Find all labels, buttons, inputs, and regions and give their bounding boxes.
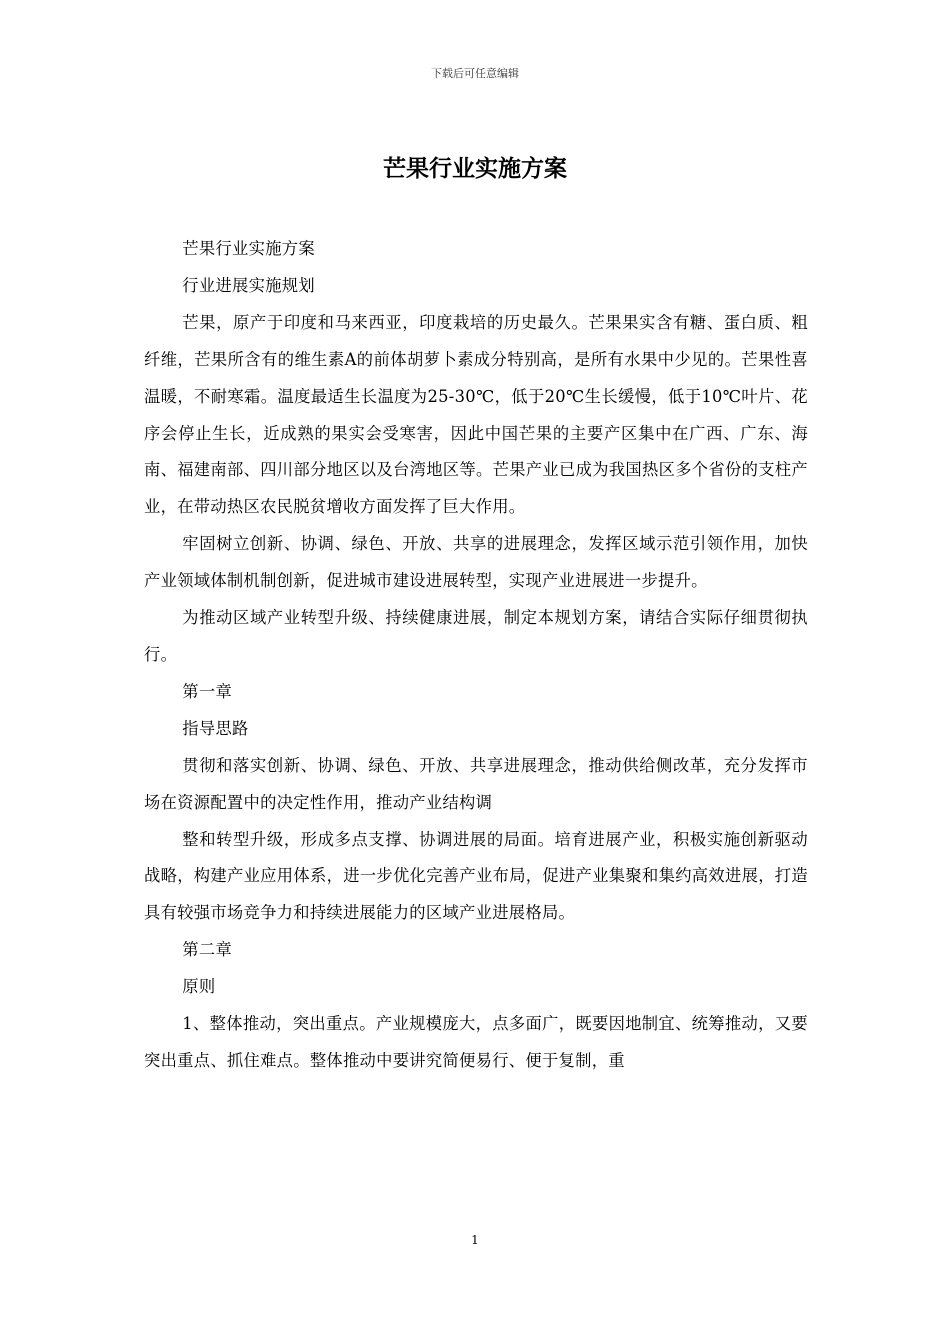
section-heading: 指导思路 [182, 718, 249, 738]
document-body [144, 231, 808, 1080]
paragraph: 为推动区域产业转型升级、持续健康进展，制定本规划方案，请结合实际仔细贯彻执行。 [144, 608, 808, 664]
paragraph: 牢固树立创新、协调、绿色、开放、共享的进展理念，发挥区域示范引领作用，加快产业领域体制机制创新，促进城市建设进展转型，实现产业进展进一步提升。 [144, 534, 808, 591]
paragraph: 1、整体推动，突出重点。产业规模庞大，点多面广，既要因地制宜、统筹推动，又要突出重点、抓住难点。整体推动中要讲究简便易行、便于复制，重 [144, 1014, 808, 1070]
paragraph: 行业进展实施规划 [182, 275, 315, 295]
page-number: 1 [471, 1233, 479, 1247]
page-header-note: 下载后可任意编辑 [431, 67, 519, 80]
paragraph: 芒果行业实施方案 [182, 239, 315, 258]
paragraph: 整和转型升级，形成多点支撑、协调进展的局面。培育进展产业，积极实施创新驱动战略，构建产业应用体系，进一步优化完善产业布局，促进产业集聚和集约高效进展，打造具有较强市场竞争力和持续进展能力的区域产业进展格局。 [144, 829, 808, 923]
paragraph: 贯彻和落实创新、协调、绿色、开放、共享进展理念，推动供给侧改革，充分发挥市场在资源配置中的决定性作用，推动产业结构调 [144, 755, 808, 812]
document-title: 芒果行业实施方案 [383, 155, 567, 182]
paragraph: 芒果，原产于印度和马来西亚，印度栽培的历史最久。芒果果实含有糖、蛋白质、粗纤维，芒果所含有的维生素A的前体胡萝卜素成分特别高，是所有水果中少见的。芒果性喜温暖，不耐寒霜。温度最适生长温度为25-30℃，低于20℃生长缓慢，低于10℃叶片、花序会停止生长，近成熟的果实会受寒害，因此中国芒果的主要产区集中在广西、广东、海南、福建南部、四川部分地区以及台湾地区等。芒果产业已成为我国热区多个省份的支柱产业，在带动热区农民脱贫增收方面发挥了巨大作用。 [144, 312, 808, 517]
chapter-heading: 第二章 [182, 940, 233, 960]
section-heading: 原则 [182, 977, 216, 997]
chapter-heading: 第一章 [182, 681, 233, 701]
